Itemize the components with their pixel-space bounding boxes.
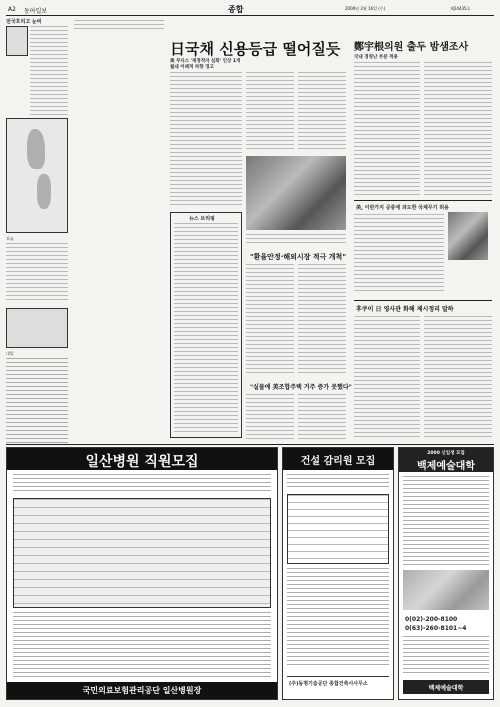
bottom-body-col1	[246, 394, 294, 440]
weather-title: 전국흐리고 눈비	[6, 19, 42, 25]
page-number: A2	[8, 6, 16, 13]
art-ad-phone2: 0(63)-260-8101~4	[405, 625, 467, 632]
right-bottom-headline: 후쿠이 日 영사관 화해 제시정리 말하	[356, 306, 454, 313]
right-mid-text	[354, 214, 444, 294]
ilsan-hospital-ad	[6, 447, 278, 700]
right-top-headline: 鄭宇根의원 출두 밤샘조사	[354, 42, 469, 53]
right-top-sub: 국내 경영난 부분 적용	[354, 55, 398, 60]
art-ad-body	[403, 476, 489, 566]
label-tomorrow: 내일	[6, 351, 14, 356]
weather-map-inset	[6, 26, 28, 56]
forecast-text	[6, 243, 68, 303]
label-today: 오늘	[6, 236, 14, 241]
construction-ad-title: 건설 감리원 모집	[300, 456, 376, 467]
bottom-body-col2	[298, 394, 346, 440]
main-body-col2	[246, 72, 294, 152]
bottom-quote-headline: "실물에 美조합주택 거주 증가 못했다"	[250, 384, 352, 391]
construction-ad-table	[287, 494, 389, 564]
right-bottom-col1	[354, 316, 420, 440]
center-body-col2	[298, 264, 346, 374]
right-divider-1	[354, 200, 492, 201]
left-top-text	[74, 20, 164, 32]
photo-caption	[246, 234, 346, 246]
art-ad-image	[403, 570, 489, 610]
portrait-photo	[448, 212, 488, 260]
center-body-col1	[246, 264, 294, 374]
art-ad-sub: 2000 신입생 모집	[427, 451, 465, 456]
ad-divider	[6, 444, 494, 445]
main-body-col3	[298, 72, 346, 152]
art-ad-footer: 백제예술대학	[428, 685, 464, 692]
right-top-col2	[424, 62, 492, 197]
main-subhead: 美 무디스 '재정적자 심화' 인상 1개월내 이례적 하향 경고	[170, 59, 241, 70]
main-headline: 日국채 신용등급 떨어질듯	[170, 40, 341, 58]
construction-ad-footer: (주)동명기술공단 종합건축사사무소	[289, 681, 368, 687]
ilsan-ad-footer: 국민의료보험관리공단 일산병원장	[82, 686, 202, 695]
art-ad-phone1: 0(02)-200-8100	[405, 616, 458, 623]
ilsan-ad-details	[13, 612, 271, 678]
paper-name: 동아일보	[24, 8, 48, 15]
news-photo	[246, 156, 346, 230]
center-quote-headline: "환율안정·해외시장 적극 개척"	[250, 253, 346, 261]
ilsan-ad-intro	[13, 474, 271, 494]
art-ad-title: 백제예술대학	[417, 461, 475, 472]
weather-column	[6, 18, 70, 446]
header-rule	[6, 15, 494, 16]
weather-text	[30, 26, 68, 116]
ilsan-ad-table	[13, 498, 271, 608]
right-divider-2	[354, 300, 492, 301]
section-title: 종합	[228, 5, 244, 14]
right-bottom-col2	[424, 316, 492, 440]
construction-ad	[282, 447, 394, 700]
main-body-col1	[170, 72, 242, 207]
issue-number: 제24435호	[450, 6, 471, 11]
art-college-ad	[398, 447, 494, 700]
ilsan-ad-title: 일산병원 직원모집	[85, 454, 199, 470]
construction-ad-details	[287, 568, 389, 668]
brief-kicker: 뉴스 브리핑	[189, 216, 215, 222]
brief-text	[174, 223, 238, 433]
art-ad-details	[403, 636, 489, 676]
weather-map	[6, 118, 68, 233]
issue-date: 2000년 2월 16일 (수)	[345, 6, 386, 11]
weather-table	[6, 358, 68, 443]
construction-ad-intro	[287, 474, 389, 490]
world-weather-map	[6, 308, 68, 348]
right-mid-headline: 美, 이란가지 공중에 과도한 국제무기 허용	[356, 205, 449, 211]
right-top-col1	[354, 62, 420, 197]
news-brief-box	[170, 212, 242, 438]
